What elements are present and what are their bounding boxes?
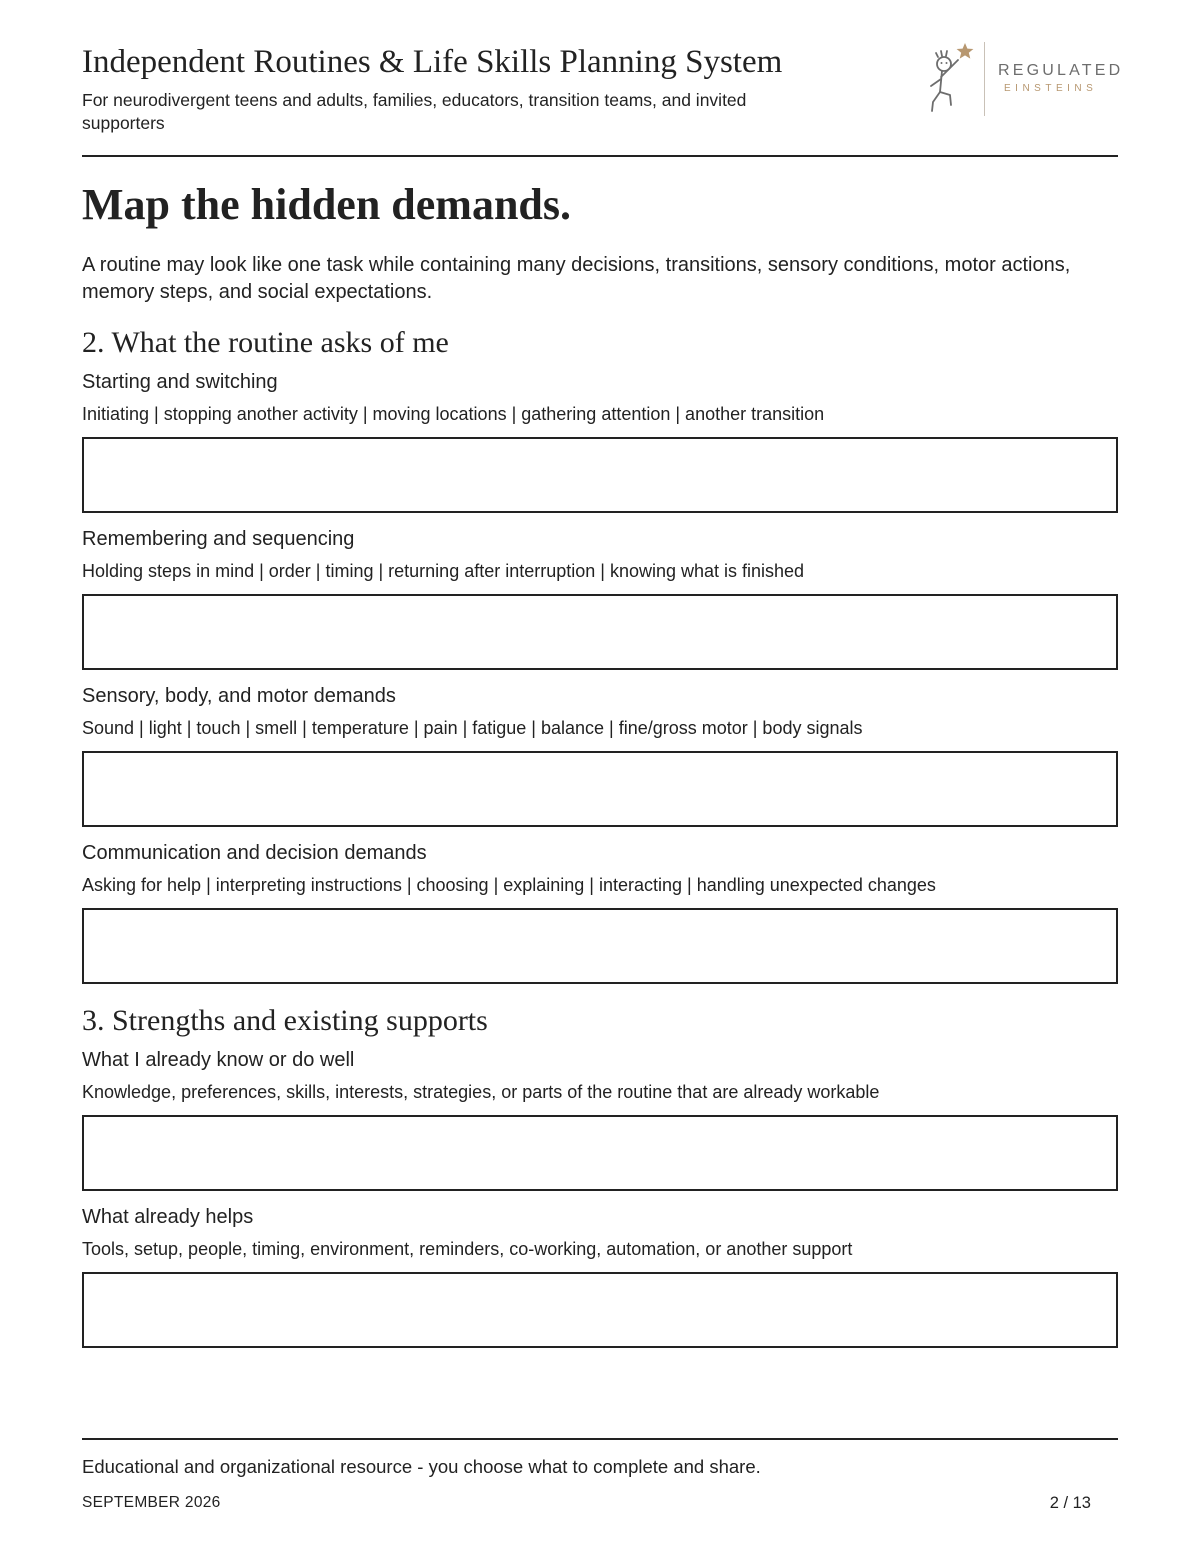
field-hint: Sound | light | touch | smell | temperature | pain | fatigue | balance | fine/gross motor | body signals	[82, 718, 863, 738]
field-hint: Initiating | stopping another activity | moving locations | gathering attention | another transition	[82, 404, 825, 424]
footer-note: Educational and organizational resource - you choose what to complete and share.	[82, 1456, 761, 1477]
field-label: What already helps	[82, 1206, 254, 1228]
brand-logo	[924, 40, 1124, 120]
section-heading-routine-demands: 2. What the routine asks of me	[82, 326, 449, 359]
field-label: What I already know or do well	[82, 1049, 355, 1071]
logo-divider	[984, 42, 985, 116]
document-title: Independent Routines & Life Skills Planning System	[82, 44, 783, 80]
field-label: Remembering and sequencing	[82, 528, 355, 550]
logo-wordmark-bottom: EINSTEINS	[1004, 83, 1098, 94]
intro-paragraph: A routine may look like one task while containing many decisions, transitions, sensory conditions, motor actions, memory steps, and social expectations.	[82, 254, 1071, 303]
stick-figure-reaching-star-icon	[924, 40, 980, 120]
footer-date: SEPTEMBER 2026	[82, 1494, 221, 1511]
page-header	[82, 0, 1124, 158]
field-label: Communication and decision demands	[82, 842, 427, 864]
strengths-answer-box[interactable]	[82, 1115, 1118, 1191]
field-hint: Knowledge, preferences, skills, interests, strategies, or parts of the routine that are already workable	[82, 1082, 880, 1102]
page-heading: Map the hidden demands.	[82, 180, 572, 229]
logo-wordmark-top: REGULATED	[998, 62, 1124, 79]
section-heading-strengths: 3. Strengths and existing supports	[82, 1004, 488, 1037]
field-label: Starting and switching	[82, 371, 278, 393]
remembering-sequencing-answer-box[interactable]	[82, 594, 1118, 670]
communication-decision-answer-box[interactable]	[82, 908, 1118, 984]
field-hint: Asking for help | interpreting instructions | choosing | explaining | interacting | handling unexpected changes	[82, 875, 936, 895]
field-hint: Tools, setup, people, timing, environment, reminders, co-working, automation, or another support	[82, 1239, 853, 1259]
footer-divider	[82, 1438, 1118, 1440]
page-number: 2 / 13	[1049, 1494, 1091, 1512]
field-label: Sensory, body, and motor demands	[82, 685, 396, 707]
starting-switching-answer-box[interactable]	[82, 437, 1118, 513]
document-subtitle: For neurodivergent teens and adults, families, educators, transition teams, and invited supporters	[82, 90, 747, 133]
header-divider	[82, 155, 1118, 157]
sensory-motor-answer-box[interactable]	[82, 751, 1118, 827]
what-helps-answer-box[interactable]	[82, 1272, 1118, 1348]
field-hint: Holding steps in mind | order | timing | returning after interruption | knowing what is finished	[82, 561, 805, 581]
